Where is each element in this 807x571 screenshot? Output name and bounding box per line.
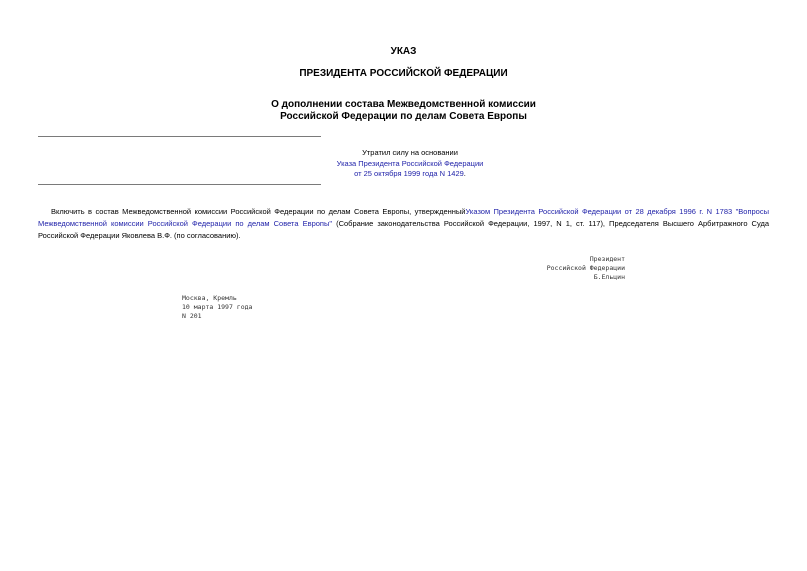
status-note-suffix: . bbox=[463, 169, 466, 178]
status-note-text: Утратил силу на основании bbox=[362, 148, 458, 157]
place-date: 10 марта 1997 года bbox=[182, 303, 253, 311]
body-text-end: (Собрание законодательства Российской Федерации, 1997, N 1, ст. 117), Председателя Высшего Арбитражного Суда Российской Федерации Яковлева В.Ф. (по согласованию). bbox=[38, 219, 769, 240]
divider-top bbox=[38, 136, 321, 137]
repeal-decree-link-date[interactable]: от 25 октября 1999 года N 1429 bbox=[354, 169, 464, 178]
signature-country: Российской Федерации bbox=[546, 264, 625, 272]
signature-name: Б.Ельцин bbox=[593, 273, 625, 281]
divider-bottom bbox=[38, 184, 321, 185]
referenced-decree-link[interactable]: Указом Президента Российской Федерации от 28 декабря 1996 г. N 1783 "Вопросы Межведомственной комиссии Российской Федерации по делам Совета Европы" bbox=[38, 207, 769, 228]
decree-body bbox=[38, 206, 769, 242]
decree-number: N 201 bbox=[182, 312, 202, 320]
place-date-block bbox=[182, 294, 252, 321]
signature-block bbox=[480, 255, 625, 282]
repeal-decree-line-2 bbox=[260, 169, 560, 180]
place-location: Москва, Кремль bbox=[182, 294, 237, 302]
document-subject-line-1: О дополнении состава Межведомственной комиссии bbox=[271, 99, 536, 110]
document-title: УКАЗ bbox=[390, 46, 417, 57]
repeal-decree-link-line-1[interactable]: Указа Президента Российской Федерации bbox=[336, 158, 484, 168]
document-issuer: ПРЕЗИДЕНТА РОССИЙСКОЙ ФЕДЕРАЦИИ bbox=[299, 68, 508, 79]
document-subject-line-2: Российской Федерации по делам Совета Европы bbox=[280, 111, 527, 122]
repeal-decree-link[interactable] bbox=[260, 159, 560, 170]
signature-position: Президент bbox=[589, 255, 625, 263]
status-note bbox=[260, 148, 560, 180]
body-text-start: Включить в состав Межведомственной комиссии Российской Федерации по делам Совета Европы, утвержденный bbox=[51, 207, 466, 216]
